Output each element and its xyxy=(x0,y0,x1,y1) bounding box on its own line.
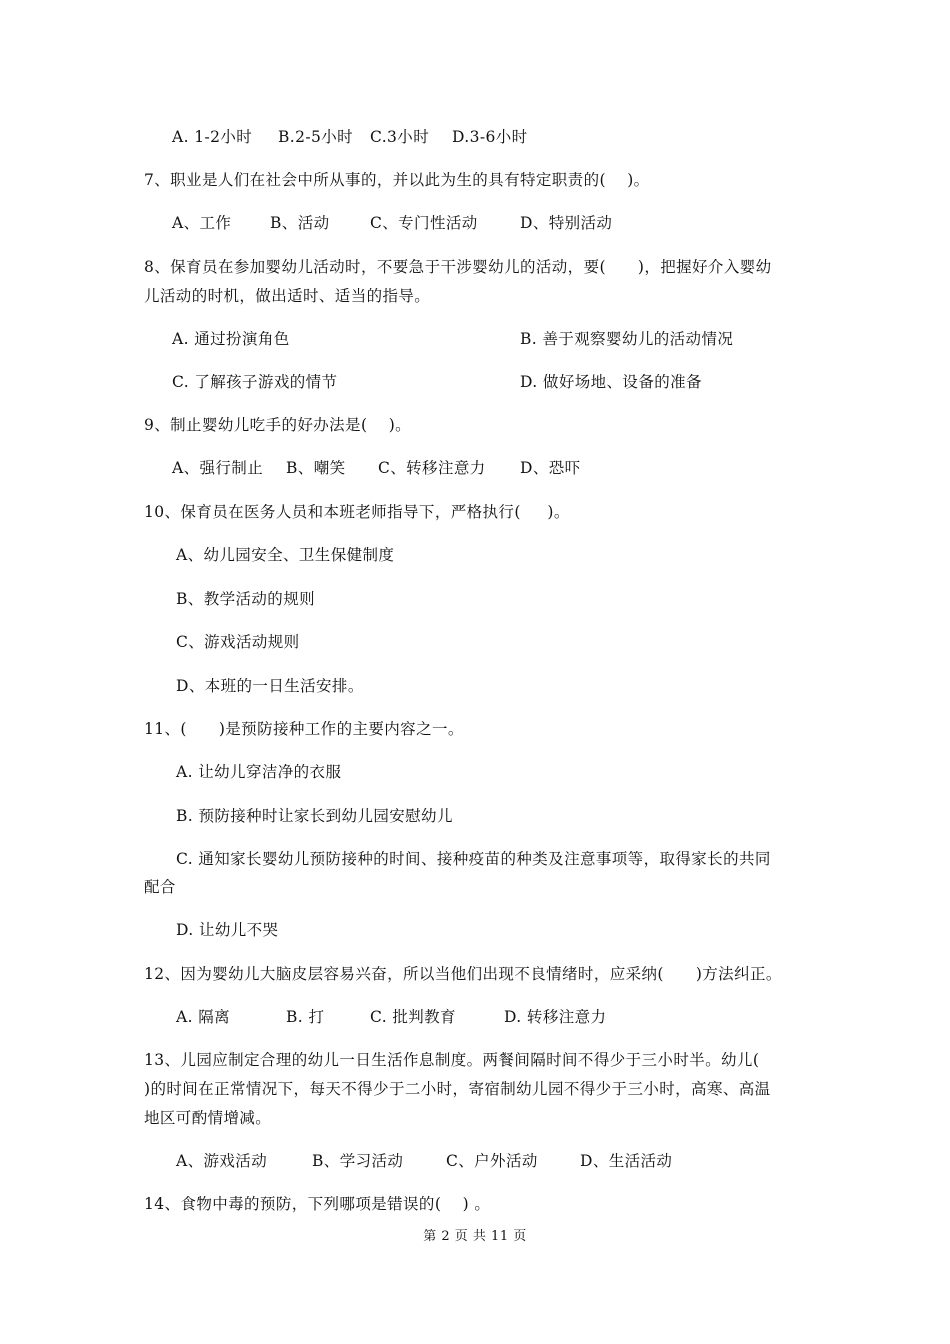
q13-stem-line1: 13、儿园应制定合理的幼儿一日生活作息制度。两餐间隔时间不得少于三小时半。幼儿( xyxy=(144,1051,760,1069)
q10-option-c: C、游戏活动规则 xyxy=(176,633,300,651)
q7-option-a: A、工作 xyxy=(172,214,232,232)
q12-option-a: A. 隔离 xyxy=(176,1008,231,1026)
q12-option-c: C. 批判教育 xyxy=(370,1008,456,1026)
q11-option-c-line2: 配合 xyxy=(144,878,176,896)
q6-option-a: A. 1-2小时 xyxy=(172,128,253,146)
q13-option-c: C、户外活动 xyxy=(446,1152,538,1170)
q11-option-a: A. 让幼儿穿洁净的衣服 xyxy=(176,763,342,781)
q9-option-d: D、恐吓 xyxy=(520,459,581,477)
q13-stem-line2: )的时间在正常情况下，每天不得少于二小时，寄宿制幼儿园不得少于三小时，高寒、高温 xyxy=(144,1080,771,1098)
q8-stem-line2: 儿活动的时机，做出适时、适当的指导。 xyxy=(144,287,431,305)
q6-option-d: D.3-6小时 xyxy=(452,128,528,146)
q9-option-b: B、嘲笑 xyxy=(286,459,346,477)
q10-option-a: A、幼儿园安全、卫生保健制度 xyxy=(176,546,395,564)
q11-stem: 11、( )是预防接种工作的主要内容之一。 xyxy=(144,720,464,738)
q11-option-d: D. 让幼儿不哭 xyxy=(176,921,279,939)
q12-stem: 12、因为婴幼儿大脑皮层容易兴奋，所以当他们出现不良情绪时，应采纳( )方法纠正。 xyxy=(144,965,782,983)
q11-option-c-line1: C. 通知家长婴幼儿预防接种的时间、接种疫苗的种类及注意事项等，取得家长的共同 xyxy=(176,850,771,868)
q8-stem-line1: 8、保育员在参加婴幼儿活动时，不要急于干涉婴幼儿的活动，要( )，把握好介入婴幼 xyxy=(144,258,772,276)
q6-option-b: B.2-5小时 xyxy=(278,128,354,146)
q7-option-d: D、特别活动 xyxy=(520,214,613,232)
q14-stem: 14、食物中毒的预防，下列哪项是错误的( ) 。 xyxy=(144,1195,491,1213)
q10-option-d: D、本班的一日生活安排。 xyxy=(176,677,364,695)
q7-option-c: C、专门性活动 xyxy=(370,214,478,232)
q12-option-b: B. 打 xyxy=(286,1008,325,1026)
q8-option-a: A. 通过扮演角色 xyxy=(172,330,290,348)
q13-option-b: B、学习活动 xyxy=(312,1152,404,1170)
page-footer: 第 2 页 共 11 页 xyxy=(423,1229,527,1244)
q8-option-b: B. 善于观察婴幼儿的活动情况 xyxy=(520,330,734,348)
q13-option-a: A、游戏活动 xyxy=(176,1152,268,1170)
q10-option-b: B、教学活动的规则 xyxy=(176,590,315,608)
q9-option-c: C、转移注意力 xyxy=(378,459,486,477)
q8-option-d: D. 做好场地、设备的准备 xyxy=(520,373,702,391)
q13-option-d: D、生活活动 xyxy=(580,1152,673,1170)
q8-option-c: C. 了解孩子游戏的情节 xyxy=(172,373,338,391)
q7-option-b: B、活动 xyxy=(270,214,330,232)
q9-option-a: A、强行制止 xyxy=(172,459,264,477)
q10-stem: 10、保育员在医务人员和本班老师指导下，严格执行( )。 xyxy=(144,503,570,521)
q9-stem: 9、制止婴幼儿吃手的好办法是( )。 xyxy=(144,416,412,434)
q11-option-b: B. 预防接种时让家长到幼儿园安慰幼儿 xyxy=(176,807,453,825)
q12-option-d: D. 转移注意力 xyxy=(504,1008,607,1026)
q6-option-c: C.3小时 xyxy=(370,128,430,146)
q7-stem: 7、职业是人们在社会中所从事的，并以此为生的具有特定职责的( )。 xyxy=(144,171,650,189)
q13-stem-line3: 地区可酌情增减。 xyxy=(144,1109,272,1127)
